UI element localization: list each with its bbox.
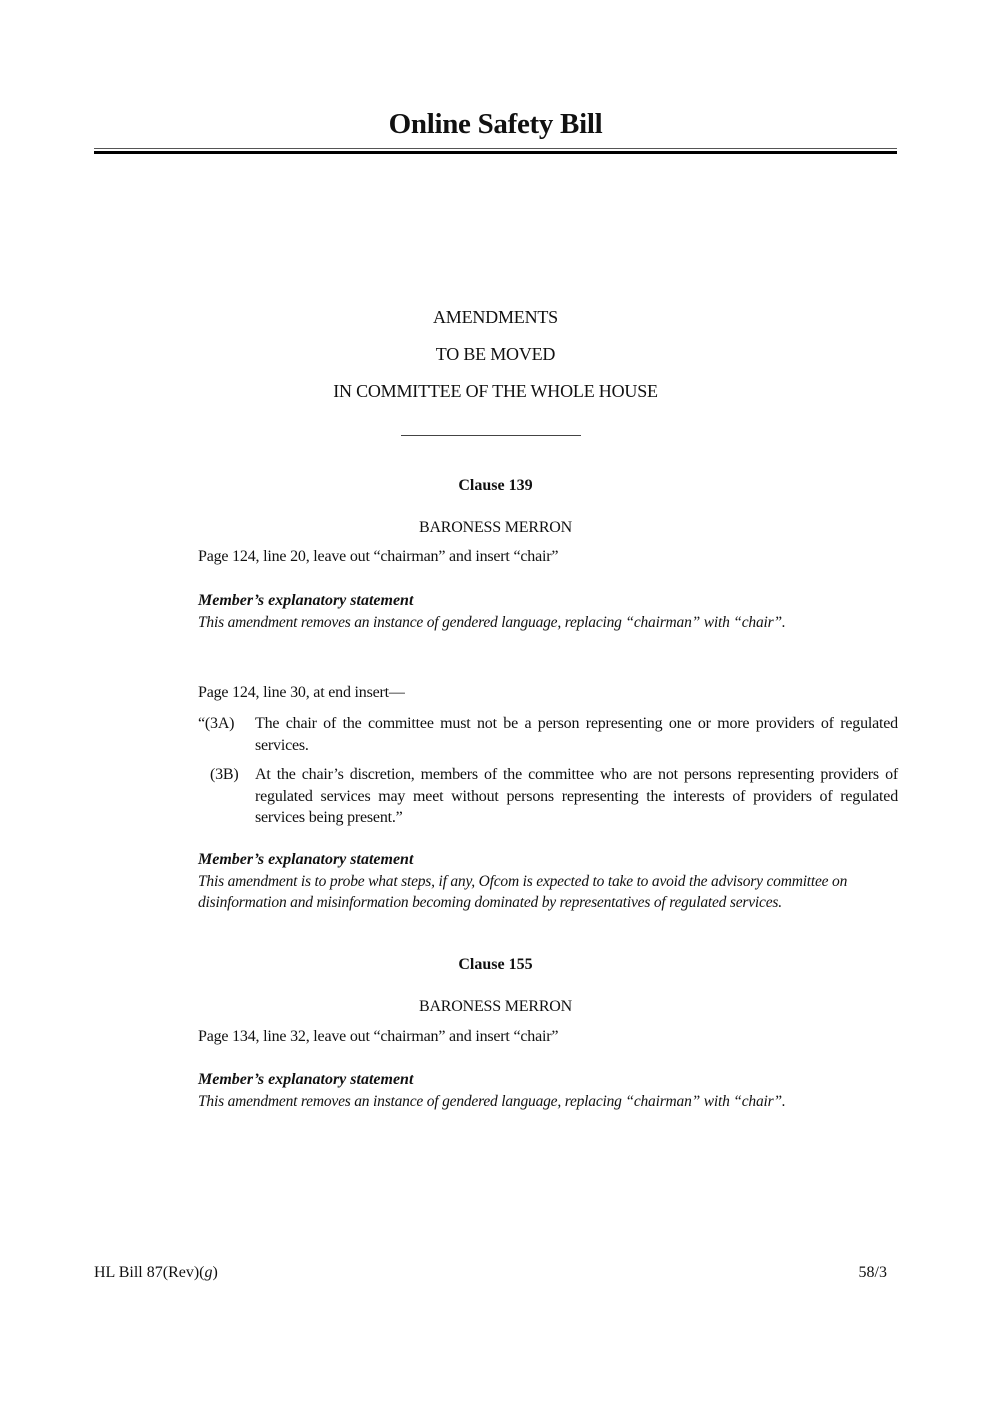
title-rule-thick <box>94 151 897 154</box>
member-name: BARONESS MERRON <box>418 998 573 1015</box>
explanatory-statement-body: This amendment is to probe what steps, if any, Ofcom is expected to take to avoid the advisory committee on disinformation and misinformation becoming dominated by representatives of regulated services. <box>198 873 848 911</box>
amendment-text: Page 134, line 32, leave out “chairman” and insert “chair” <box>198 1028 559 1045</box>
subsection-number: (3B) <box>210 766 239 783</box>
heading-divider <box>401 435 581 436</box>
subsection-text: The chair of the committee must not be a person representing one or more providers of regulated services. <box>255 715 898 754</box>
clause-heading: Clause 139 <box>458 477 533 494</box>
explanatory-statement-heading: Member’s explanatory statement <box>198 592 414 609</box>
heading-committee: IN COMMITTEE OF THE WHOLE HOUSE <box>333 381 658 401</box>
clause-heading: Clause 155 <box>458 956 533 973</box>
document-title: Online Safety Bill <box>388 108 603 140</box>
heading-amendments: AMENDMENTS <box>432 307 558 327</box>
explanatory-statement-body: This amendment removes an instance of gendered language, replacing “chairman” with “chair”. <box>198 614 786 631</box>
title-rule-thin <box>94 148 897 149</box>
heading-to-be-moved: TO BE MOVED <box>435 344 556 364</box>
amendment-text: Page 124, line 30, at end insert— <box>198 684 405 701</box>
explanatory-statement-body: This amendment removes an instance of gendered language, replacing “chairman” with “chair”. <box>198 1093 786 1110</box>
explanatory-statement-heading: Member’s explanatory statement <box>198 1071 414 1088</box>
amendment-text: Page 124, line 20, leave out “chairman” and insert “chair” <box>198 548 559 565</box>
subsection-text: At the chair’s discretion, members of the committee who are not persons representing providers of regulated services may meet without persons representing the interests of providers of regulated services being present.” <box>255 766 898 826</box>
page-reference: 58/3 <box>858 1264 887 1281</box>
explanatory-statement-heading: Member’s explanatory statement <box>198 851 414 868</box>
subsection-number: “(3A) <box>198 715 235 732</box>
bill-reference: HL Bill 87(Rev)(g) <box>94 1264 218 1281</box>
subsection-3b <box>198 764 898 829</box>
member-name: BARONESS MERRON <box>418 519 573 536</box>
subsection-3a <box>198 713 898 756</box>
